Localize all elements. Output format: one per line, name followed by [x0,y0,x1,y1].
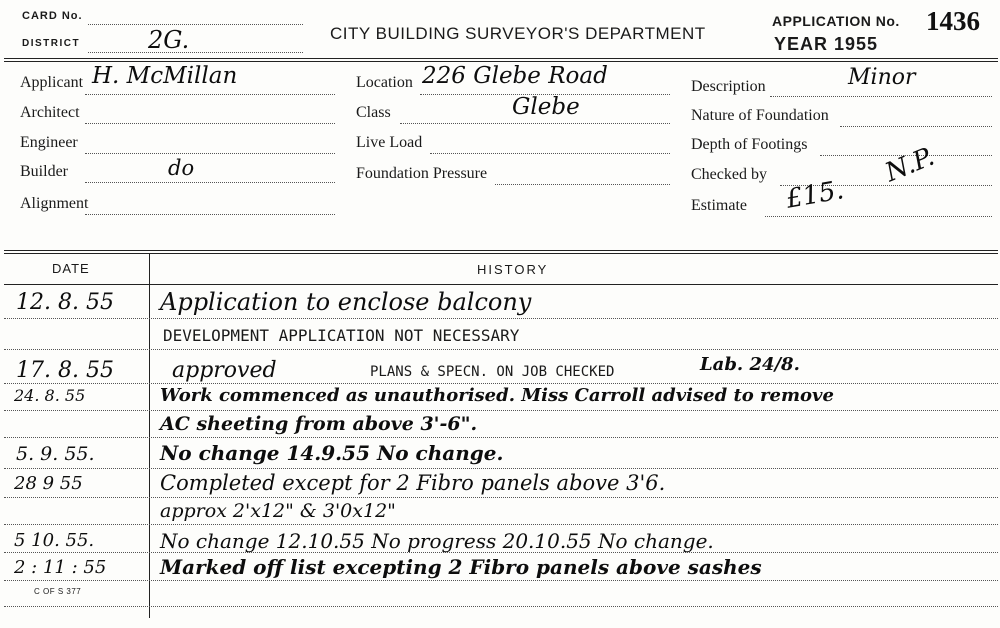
history-text: Completed except for 2 Fibro panels above 3'6. [160,471,666,495]
estimate-value: £15. [783,175,847,215]
history-text: Application to enclose balcony [160,288,532,316]
year-label: YEAR 1955 [774,34,879,54]
class-label: Class [356,104,391,121]
history-text: Marked off list excepting 2 Fibro panels above sashes [160,555,762,579]
date-column-header: DATE [52,261,90,276]
nature-of-foundation-label: Nature of Foundation [691,107,829,124]
checked-by-value: N.P. [881,141,939,189]
district-label: DISTRICT [22,38,81,49]
department-title: CITY BUILDING SURVEYOR'S DEPARTMENT [330,24,706,43]
history-date: 24. 8. 55 [14,386,86,405]
location-label: Location [356,74,413,91]
history-text: AC sheeting from above 3'-6". [160,413,478,435]
checked-by-label: Checked by [691,166,767,183]
history-date: 2 : 11 : 55 [14,557,107,578]
development-stamp: DEVELOPMENT APPLICATION NOT NECESSARY [163,326,520,345]
engineer-label: Engineer [20,134,78,151]
applicant-value: H. McMillan [92,63,238,89]
description-label: Description [691,78,766,95]
builder-value: do [168,156,195,180]
application-label: APPLICATION No. [772,13,900,29]
history-text: approx 2'x12" & 3'0x12" [160,500,396,522]
application-number: 1436 [926,6,980,36]
location-value: 226 Glebe Road [422,63,608,89]
history-text: approved [172,358,277,383]
location-value-2: Glebe [512,94,580,120]
plans-checked-stamp: PLANS & SPECN. ON JOB CHECKED [370,364,615,380]
history-date: 12. 8. 55 [16,290,114,315]
alignment-label: Alignment [20,195,89,212]
live-load-label: Live Load [356,134,423,151]
applicant-label: Applicant [20,74,84,91]
history-date: 5 10. 55. [14,530,95,551]
estimate-label: Estimate [691,197,747,214]
history-date: 17. 8. 55 [16,358,114,383]
history-text: No change 12.10.55 No progress 20.10.55 No change. [160,529,714,553]
description-value: Minor [848,65,916,90]
architect-label: Architect [20,104,80,121]
builder-label: Builder [20,163,68,180]
district-value: 2G. [148,26,190,54]
card-no-label: CARD No. [22,10,83,22]
form-code: C OF S 377 [34,587,82,596]
history-text: No change 14.9.55 No change. [160,441,504,465]
history-text: Work commenced as unauthorised. Miss Carroll advised to remove [160,385,834,406]
history-date: 28 9 55 [14,473,83,494]
history-date: 5. 9. 55. [16,443,95,465]
history-note: Lab. 24/8. [700,354,800,375]
depth-of-footings-label: Depth of Footings [691,136,808,153]
history-column-header: HISTORY [477,262,549,277]
foundation-pressure-label: Foundation Pressure [356,165,488,182]
